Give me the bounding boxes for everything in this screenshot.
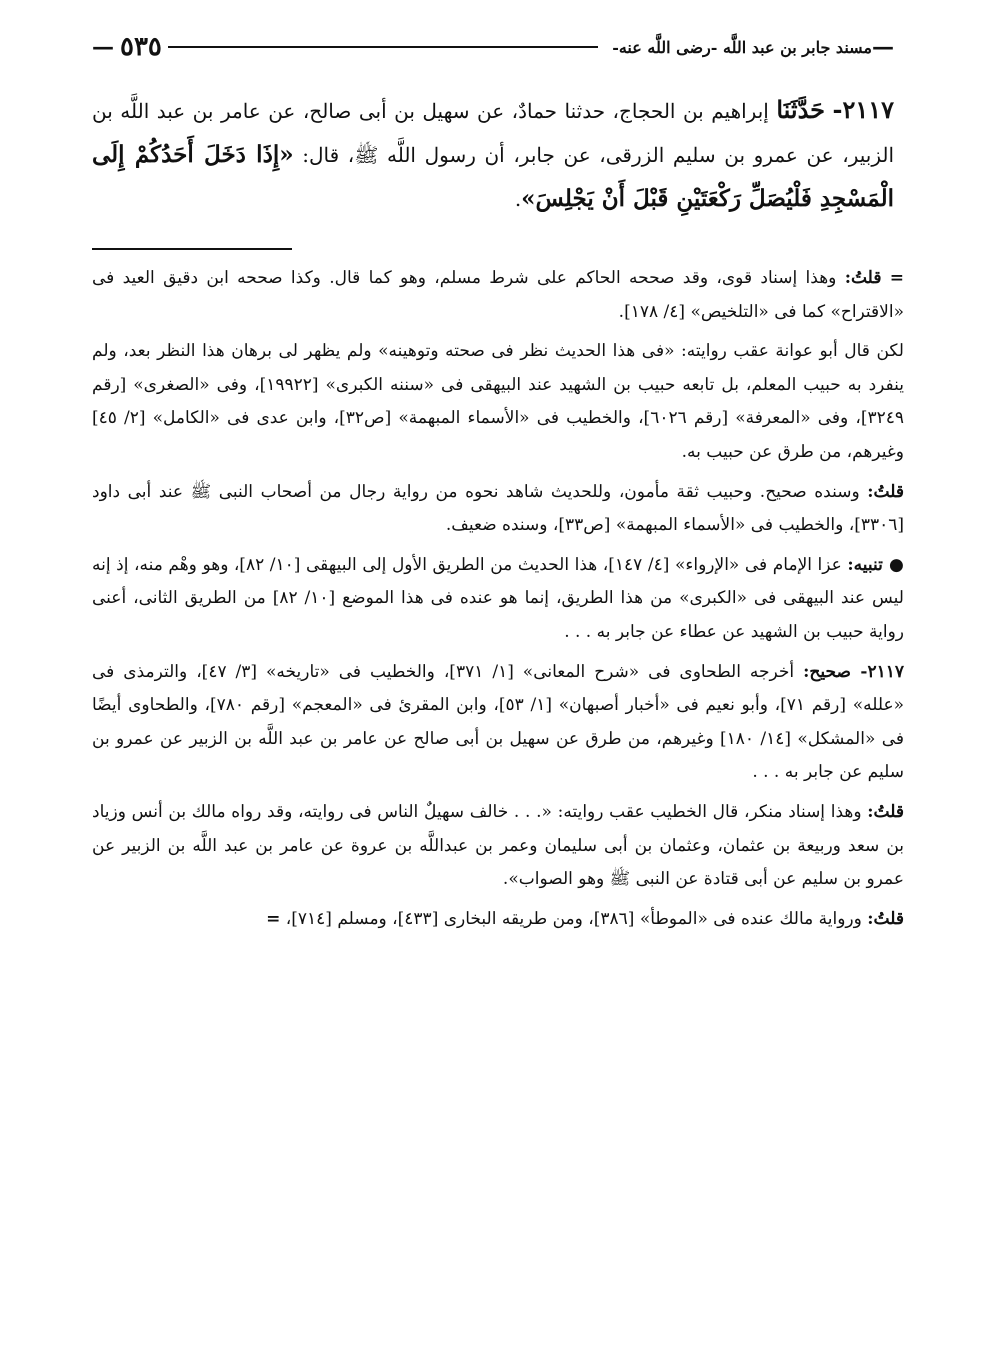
grading-label: ٢١١٧- صحيح:	[803, 661, 904, 682]
running-title: مسند جابر بن عبد اللَّه -رضى اللَّه عنه-	[612, 37, 872, 57]
commentary-paragraph	[92, 796, 904, 897]
continuation-mark: =	[889, 268, 905, 288]
qultu-label: قلتُ:	[867, 801, 904, 822]
commentary-text: أخرجه الطحاوى فى «شرح المعانى» [١/ ٣٧١]، والخطيب فى «تاريخه» [٣/ ٤٧]، والترمذى فى «علله» [رقم ٧١]، وأبو نعيم فى «أخبار أصبهان» [١/ ٥٣]، وابن المقرئ فى «المعجم» [رقم ٧٨٠]، والطحاوى أيضًا فى «المشكل» [١٤/ ١٨٠] وغيرهم، من طرق عن سهيل بن أبى صالح عن عامر بن عبد اللَّه بن الزبير عن عمرو بن سليم عن جابر به . . .	[92, 661, 905, 783]
commentary-text: ورواية مالك عنده فى «الموطأ» [٣٨٦]، ومن طريقه البخارى [٤٣٣]، ومسلم [٧١٤]،	[285, 908, 862, 929]
tanbih-label: ● تنبيه:	[847, 554, 904, 575]
commentary-paragraph	[92, 903, 904, 937]
hadith-text	[92, 88, 894, 221]
commentary-text: وهذا إسناد منكر، قال الخطيب عقب روايته: «. . . خالف سهيلٌ الناس فى روايته، وقد رواه مالك بن أنس وزياد بن سعد وربيعة بن عثمان، وعثمان بن أبى سليمان وعمر بن عبداللَّه بن عروة عن عامر بن عبد اللَّه بن الزبير عن عمرو بن سليم عن أبى قتادة عن النبى ﷺ وهو الصواب».	[92, 801, 904, 890]
qultu-label: قلتُ:	[844, 268, 882, 288]
hadith-isnad: إبراهيم بن الحجاج، حدثنا حمادٌ، عن سهيل بن أبى صالح، عن عامر بن عبد اللَّه بن الزبير، عن عمرو بن سليم الزرقى، عن جابر، أن رسول اللَّه ﷺ، قال:	[92, 99, 895, 167]
header-dash-left: —	[92, 34, 114, 60]
hadith-haddathana: حَدَّثَنَا	[776, 95, 825, 124]
commentary	[92, 262, 904, 942]
hadith-number: ٢١١٧-	[832, 95, 895, 124]
commentary-text: عزا الإمام فى «الإرواء» [٤/ ١٤٧]، هذا الحديث من الطريق الأول إلى البيهقى [١٠/ ٨٢]، وهو وهْم منه، إذ إنه ليس عند البيهقى فى «الكبرى» من هذا الطريق، إنما هو عنده فى هذا الموضع [١٠/ ٨٢] من الطريق الثانى، أعنى رواية حبيب بن الشهيد عن عطاء عن جابر به . . .	[92, 554, 904, 642]
header-dash-right: —	[872, 34, 894, 60]
continuation-mark: =	[266, 908, 281, 929]
commentary-text: وهذا إسناد قوى، وقد صححه الحاكم على شرط مسلم، وهو كما قال. وكذا صححه ابن دقيق العيد فى «الاقتراح» كما فى «التلخيص» [٤/ ١٧٨].	[92, 268, 904, 322]
header-rule	[168, 46, 598, 48]
commentary-paragraph	[92, 262, 904, 329]
commentary-paragraph	[92, 549, 904, 650]
qultu-label: قلتُ:	[867, 908, 904, 929]
footnote-separator	[92, 248, 292, 250]
hadith-matn: «إِذَا دَخَلَ أَحَدُكُمْ إِلَى الْمَسْجِدِ فَلْيُصَلِّ رَكْعَتَيْنِ قَبْلَ أَنْ يَجْلِسَ»	[92, 141, 894, 212]
qultu-label: قلتُ:	[867, 481, 904, 502]
commentary-text: لكن قال أبو عوانة عقب روايته: «فى هذا الحديث نظر فى صحته وتوهينه» ولم يظهر لى برهان هذا النظر بعد، ولم ينفرد به حبيب المعلم، بل تابعه حبيب بن الشهيد عند البيهقى فى «سننه الكبرى» [١٩٩٢٢]، وفى «الصغرى» [رقم ٣٢٤٩]، وفى «المعرفة» [رقم ٦٠٢٦]، والخطيب فى «الأسماء المبهمة» [ص٣٢]، وابن عدى فى «الكامل» [٢/ ٤٥] وغيرهم، من طرق عن حبيب به.	[92, 341, 904, 462]
commentary-text: وسنده صحيح. وحبيب ثقة مأمون، وللحديث شاهد نحوه من رواية رجال من أصحاب النبى ﷺ عند أبى داود [٣٣٠٦]، والخطيب فى «الأسماء المبهمة» [ص٣٣]، وسنده ضعيف.	[92, 481, 904, 536]
commentary-paragraph	[92, 656, 904, 790]
page-number: ٥٣٥	[120, 32, 162, 62]
commentary-paragraph	[92, 335, 904, 469]
commentary-paragraph	[92, 476, 904, 543]
page-header	[92, 30, 894, 64]
hadith-end: .	[514, 187, 522, 211]
